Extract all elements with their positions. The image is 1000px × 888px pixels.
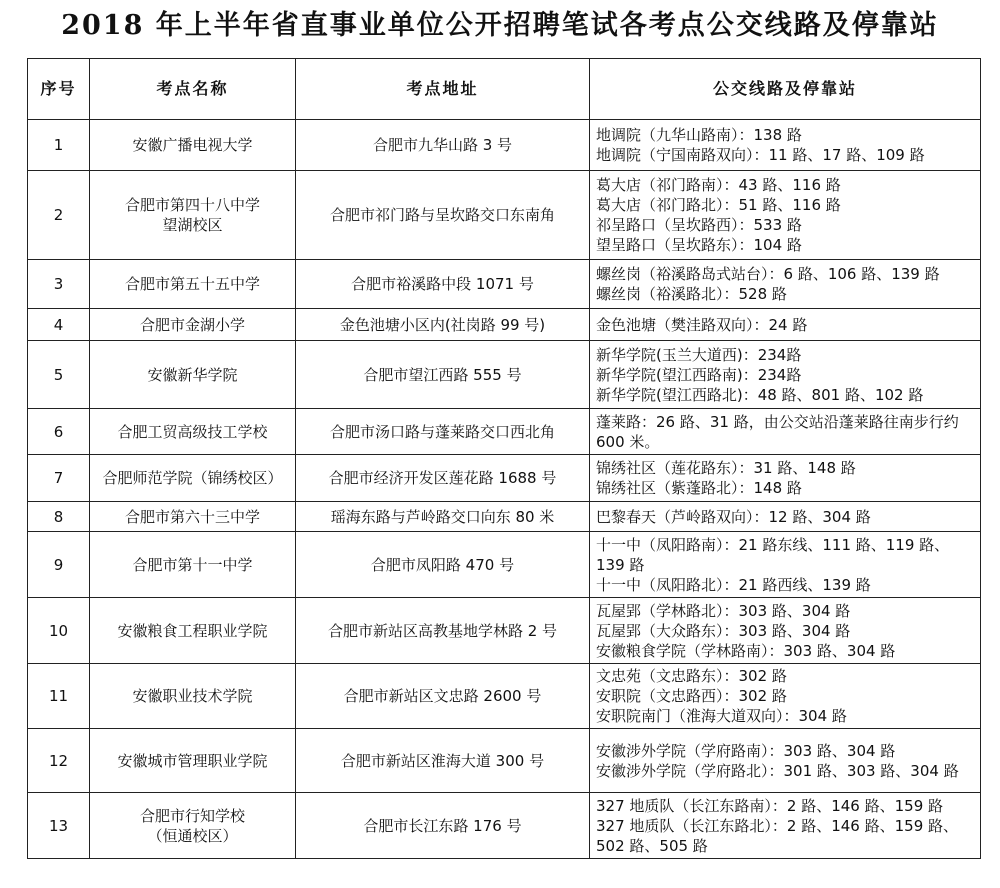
cell-exam-site-address: 合肥市汤口路与蓬莱路交口西北角: [296, 409, 590, 455]
table-row: [28, 598, 981, 664]
cell-num: 13: [28, 793, 90, 859]
bus-route-line: 502 路、505 路: [596, 836, 708, 855]
cell-num: 12: [28, 729, 90, 793]
cell-num: 7: [28, 455, 90, 502]
cell-exam-site-address: 合肥市长江东路 176 号: [296, 793, 590, 859]
cell-exam-site-name: [90, 793, 296, 859]
cell-num: 3: [28, 260, 90, 309]
cell-exam-site-address: 合肥市裕溪路中段 1071 号: [296, 260, 590, 309]
table-row: [28, 409, 981, 455]
cell-bus-routes: [590, 409, 981, 455]
cell-num: 5: [28, 341, 90, 409]
bus-route-line: 新华学院(望江西路南)：234路: [596, 365, 802, 384]
exam-site-name-line: （恒通校区）: [147, 826, 238, 845]
bus-route-line: 葛大店（祁门路南）：43 路、116 路: [596, 176, 841, 194]
cell-num: 10: [28, 598, 90, 664]
bus-route-line: 锦绣社区（莲花路东）：31 路、148 路: [596, 459, 856, 477]
cell-exam-site-address: 瑶海东路与芦岭路交口向东 80 米: [296, 502, 590, 532]
bus-route-line: 新华学院(望江西路北)：48 路、801 路、102 路: [596, 385, 924, 404]
cell-bus-routes: [590, 341, 981, 409]
cell-exam-site-address: 金色池塘小区内(社岗路 99 号): [296, 309, 590, 341]
table-body: [28, 120, 981, 859]
exam-site-name-line: 安徽广播电视大学: [132, 136, 253, 154]
cell-exam-site-name: [90, 455, 296, 502]
table-row: [28, 664, 981, 729]
exam-site-name-line: 合肥师范学院（锦绣校区）: [102, 469, 283, 487]
cell-bus-routes: [590, 171, 981, 260]
bus-route-line: 望呈路口（呈坎路东）：104 路: [596, 236, 802, 254]
bus-route-line: 十一中（凤阳路南）：21 路东线、111 路、119 路、: [596, 535, 950, 554]
cell-exam-site-address: 合肥市经济开发区莲花路 1688 号: [296, 455, 590, 502]
cell-bus-routes: [590, 120, 981, 171]
cell-exam-site-name: [90, 664, 296, 729]
cell-bus-routes: [590, 502, 981, 532]
header-address: 考点地址: [296, 59, 590, 120]
cell-exam-site-name: [90, 729, 296, 793]
header-num: 序号: [28, 59, 90, 120]
bus-route-line: 蓬莱路：26 路、31 路，由公交站沿蓬莱路往南步行约 600 米。: [596, 412, 959, 451]
exam-site-name-line: 安徽粮食工程职业学院: [117, 621, 268, 640]
bus-route-line: 锦绣社区（紫蓬路北）：148 路: [596, 479, 802, 497]
bus-route-line: 瓦屋郢（大众路东）：303 路、304 路: [596, 621, 851, 640]
table-row: [28, 120, 981, 171]
exam-site-name-line: 安徽新华学院: [147, 365, 238, 384]
table-header-row: [28, 59, 981, 120]
cell-exam-site-address: 合肥市祁门路与呈坎路交口东南角: [296, 171, 590, 260]
bus-route-line: 安徽涉外学院（学府路南）：303 路、304 路: [596, 741, 896, 760]
cell-exam-site-name: [90, 341, 296, 409]
cell-bus-routes: [590, 598, 981, 664]
bus-route-table: [27, 58, 981, 859]
cell-bus-routes: [590, 793, 981, 859]
cell-num: 6: [28, 409, 90, 455]
bus-route-line: 螺丝岗（裕溪路北）：528 路: [596, 285, 787, 303]
cell-num: 2: [28, 171, 90, 260]
table-row: [28, 793, 981, 859]
cell-exam-site-name: [90, 309, 296, 341]
bus-route-line: 瓦屋郢（学林路北）：303 路、304 路: [596, 601, 851, 620]
bus-route-line: 葛大店（祁门路北）：51 路、116 路: [596, 196, 841, 214]
bus-route-line: 327 地质队（长江东路南）：2 路、146 路、159 路: [596, 796, 944, 815]
bus-route-line: 安职院南门（淮海大道双向）：304 路: [596, 707, 847, 725]
bus-route-line: 327 地质队（长江东路北）：2 路、146 路、159 路、: [596, 816, 959, 835]
bus-route-line: 螺丝岗（裕溪路岛式站台）：6 路、106 路、139 路: [596, 265, 940, 283]
cell-exam-site-name: [90, 260, 296, 309]
table-row: [28, 260, 981, 309]
table-row: [28, 455, 981, 502]
exam-site-name-line: 合肥市行知学校: [139, 806, 245, 825]
cell-exam-site-name: [90, 171, 296, 260]
bus-route-line: 文忠苑（文忠路东）：302 路: [596, 667, 787, 685]
cell-num: 11: [28, 664, 90, 729]
bus-route-line: 地调院（宁国南路双向）：11 路、17 路、109 路: [596, 146, 925, 164]
cell-bus-routes: [590, 664, 981, 729]
cell-exam-site-name: [90, 598, 296, 664]
bus-route-line: 安徽涉外学院（学府路北）：301 路、303 路、304 路: [596, 761, 959, 780]
cell-num: 4: [28, 309, 90, 341]
exam-site-name-line: 合肥市第六十三中学: [124, 507, 260, 526]
cell-exam-site-name: [90, 120, 296, 171]
cell-exam-site-address: 合肥市新站区文忠路 2600 号: [296, 664, 590, 729]
cell-bus-routes: [590, 532, 981, 598]
cell-exam-site-address: 合肥市望江西路 555 号: [296, 341, 590, 409]
exam-site-name-line: 合肥工贸高级技工学校: [117, 422, 268, 441]
cell-exam-site-name: [90, 532, 296, 598]
table-row: [28, 309, 981, 341]
table-row: [28, 729, 981, 793]
document-title: 2018 年上半年省直事业单位公开招聘笔试各考点公交线路及停靠站: [61, 10, 939, 41]
exam-site-name-line: 合肥市金湖小学: [139, 315, 245, 334]
bus-route-line: 巴黎春天（芦岭路双向）：12 路、304 路: [596, 507, 871, 526]
exam-site-name-line: 望湖校区: [162, 216, 223, 234]
cell-bus-routes: [590, 729, 981, 793]
exam-site-name-line: 合肥市第五十五中学: [124, 275, 260, 293]
header-routes: 公交线路及停靠站: [590, 59, 981, 120]
bus-route-line: 新华学院(玉兰大道西)：234路: [596, 345, 802, 364]
bus-route-line: 十一中（凤阳路北）：21 路西线、139 路: [596, 575, 871, 594]
table-row: [28, 532, 981, 598]
exam-site-name-line: 安徽职业技术学院: [132, 687, 253, 705]
cell-exam-site-address: 合肥市新站区高教基地学林路 2 号: [296, 598, 590, 664]
bus-route-line: 祁呈路口（呈坎路西）：533 路: [596, 216, 802, 234]
bus-route-line: 安徽粮食学院（学林路南）：303 路、304 路: [596, 641, 896, 660]
cell-num: 9: [28, 532, 90, 598]
cell-exam-site-name: [90, 502, 296, 532]
table-row: [28, 341, 981, 409]
bus-route-line: 地调院（九华山路南）：138 路: [596, 126, 802, 144]
cell-bus-routes: [590, 455, 981, 502]
header-name: 考点名称: [90, 59, 296, 120]
table-row: [28, 502, 981, 532]
exam-site-name-line: 安徽城市管理职业学院: [117, 751, 268, 770]
exam-site-name-line: 合肥市第四十八中学: [124, 196, 260, 214]
exam-site-name-line: 合肥市第十一中学: [132, 555, 253, 574]
cell-exam-site-name: [90, 409, 296, 455]
cell-exam-site-address: 合肥市凤阳路 470 号: [296, 532, 590, 598]
cell-bus-routes: [590, 309, 981, 341]
cell-num: 1: [28, 120, 90, 171]
table-row: [28, 171, 981, 260]
cell-exam-site-address: 合肥市新站区淮海大道 300 号: [296, 729, 590, 793]
bus-route-line: 安职院（文忠路西）：302 路: [596, 687, 787, 705]
cell-exam-site-address: 合肥市九华山路 3 号: [296, 120, 590, 171]
cell-num: 8: [28, 502, 90, 532]
bus-route-line: 139 路: [596, 555, 645, 574]
cell-bus-routes: [590, 260, 981, 309]
bus-route-line: 金色池塘（樊洼路双向）：24 路: [596, 315, 808, 334]
